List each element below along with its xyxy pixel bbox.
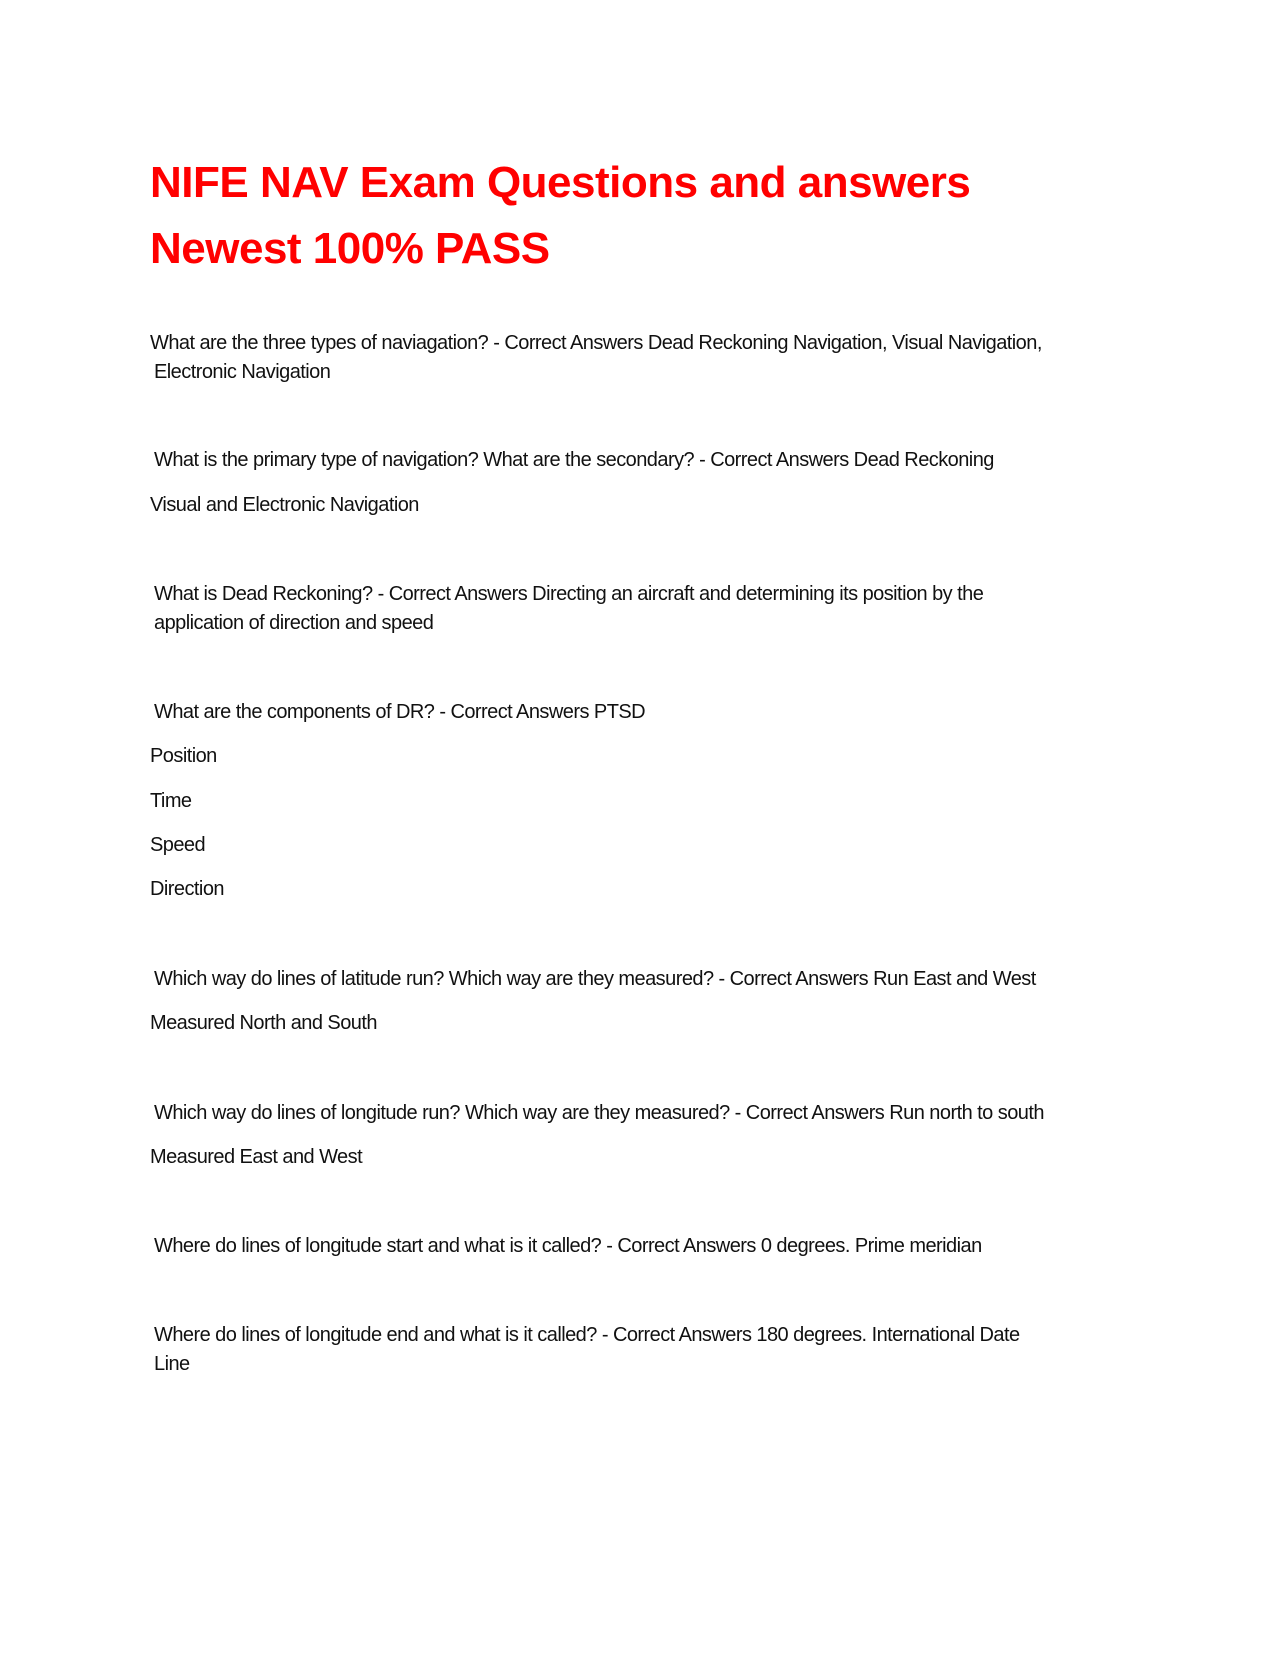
qa-6-answer-line: Measured East and West — [150, 1146, 363, 1168]
qa-1-question-line: What are the three types of naviagation? - Correct Answers Dead Reckoning Navigation, Visual Navigation, — [150, 332, 1042, 354]
qa-4-question-line: What are the components of DR? - Correct Answers PTSD — [154, 701, 646, 723]
document-title — [150, 150, 1150, 282]
qa-6-question-line: Which way do lines of longitude run? Which way are they measured? - Correct Answers Run north to south — [154, 1102, 1044, 1124]
qa-8-answer-line: Line — [154, 1353, 190, 1375]
qa-5-question-line: Which way do lines of latitude run? Which way are they measured? - Correct Answers Run East and West — [154, 968, 1036, 990]
qa-4-answer-direction: Direction — [150, 878, 224, 900]
qa-4-answer-speed: Speed — [150, 834, 206, 856]
qa-2-answer-line: Visual and Electronic Navigation — [150, 494, 419, 516]
qa-3-answer-line: application of direction and speed — [154, 612, 434, 634]
qa-4-answer-position: Position — [150, 745, 217, 767]
qa-3-question-line: What is Dead Reckoning? - Correct Answers Directing an aircraft and determining its position by the — [154, 583, 984, 605]
qa-2-question-line: What is the primary type of navigation? What are the secondary? - Correct Answers Dead Reckoning — [154, 449, 994, 471]
qa-4-answer-time: Time — [150, 790, 192, 812]
qa-5-answer-line: Measured North and South — [150, 1012, 377, 1034]
title-line-2: Newest 100% PASS — [150, 224, 550, 273]
title-line-1: NIFE NAV Exam Questions and answers — [150, 158, 971, 207]
qa-7-question-line: Where do lines of longitude start and what is it called? - Correct Answers 0 degrees. Prime meridian — [154, 1235, 982, 1257]
qa-8-question-line: Where do lines of longitude end and what is it called? - Correct Answers 180 degrees. International Date — [154, 1324, 1020, 1346]
qa-1-answer-line: Electronic Navigation — [154, 361, 331, 383]
